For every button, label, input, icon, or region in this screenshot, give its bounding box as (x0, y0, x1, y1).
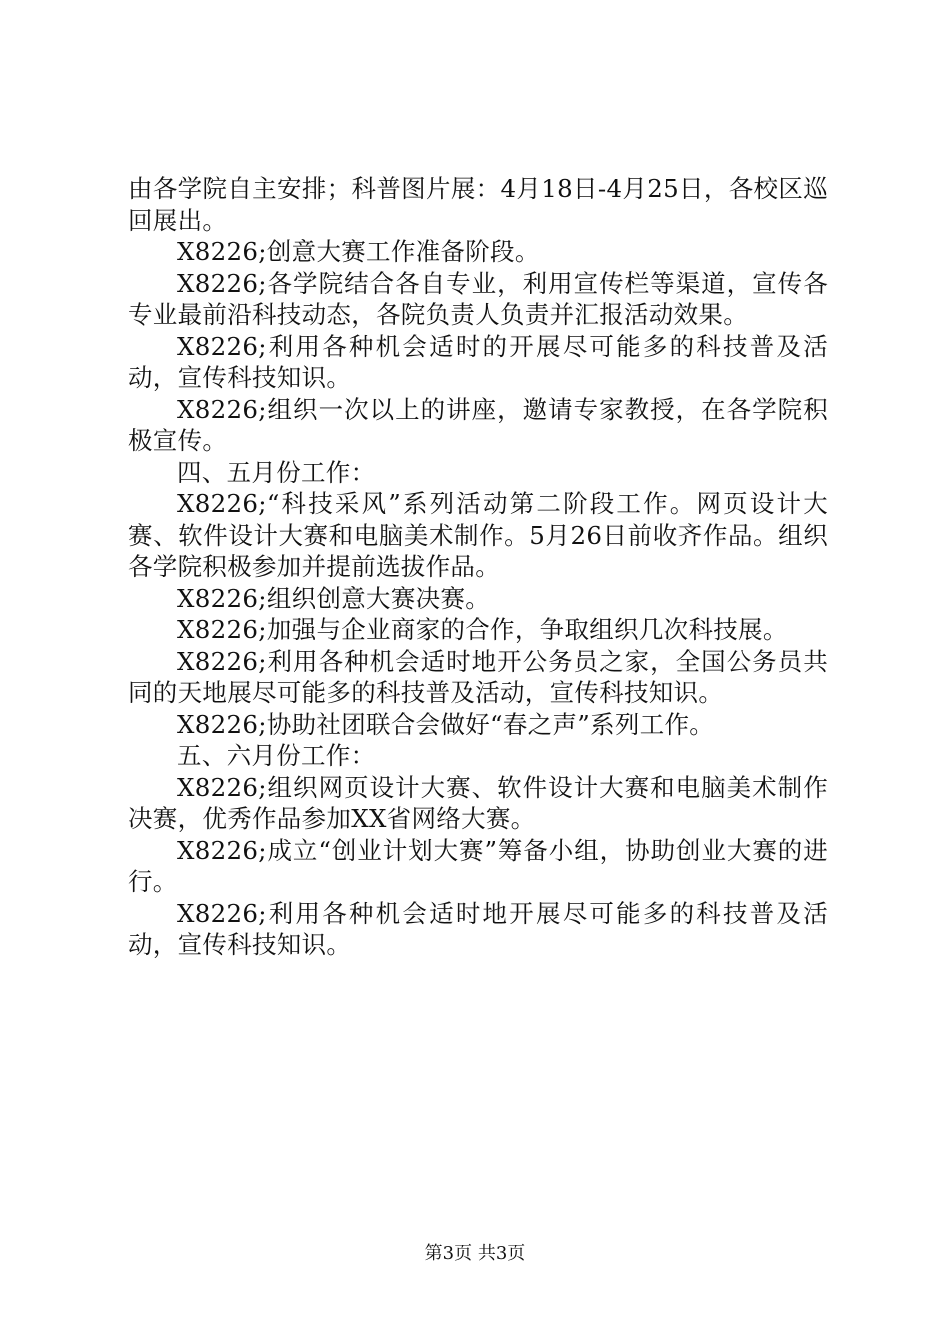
paragraph: X8226;“科技采风”系列活动第二阶段工作。网页设计大赛、软件设计大赛和电脑美术制作。5月26日前收齐作品。组织各学院积极参加并提前选拔作品。 (128, 489, 828, 581)
paragraph: X8226;协助社团联合会做好“春之声”系列工作。 (177, 709, 715, 739)
paragraph: X8226;组织一次以上的讲座，邀请专家教授，在各学院积极宣传。 (128, 394, 828, 455)
paragraph: 由各学院自主安排；科普图片展：4月18日-4月25日，各校区巡回展出。 (128, 174, 828, 235)
paragraph: X8226;创意大赛工作准备阶段。 (177, 237, 540, 266)
section-heading: 四、五月份工作： (177, 457, 376, 487)
paragraph: X8226;成立“创业计划大赛”筹备小组，协助创业大赛的进行。 (128, 835, 828, 896)
paragraph: X8226;利用各种机会适时地开公务员之家，全国公务员共同的天地展尽可能多的科技普及活动，宣传科技知识。 (128, 646, 828, 707)
document-body (128, 173, 828, 961)
paragraph: X8226;利用各种机会适时的开展尽可能多的科技普及活动，宣传科技知识。 (128, 331, 828, 392)
paragraph: X8226;利用各种机会适时地开展尽可能多的科技普及活动，宣传科技知识。 (128, 898, 828, 959)
paragraph: X8226;加强与企业商家的合作，争取组织几次科技展。 (177, 615, 788, 644)
paragraph: X8226;组织创意大赛决赛。 (177, 583, 491, 613)
section-heading: 五、六月份工作： (177, 741, 376, 770)
paragraph: X8226;各学院结合各自专业，利用宣传栏等渠道，宣传各专业最前沿科技动态，各院负责人负责并汇报活动效果。 (128, 268, 828, 329)
paragraph: X8226;组织网页设计大赛、软件设计大赛和电脑美术制作决赛，优秀作品参加XX省网络大赛。 (128, 772, 828, 833)
page-number-footer: 第3页 共3页 (424, 1243, 526, 1264)
